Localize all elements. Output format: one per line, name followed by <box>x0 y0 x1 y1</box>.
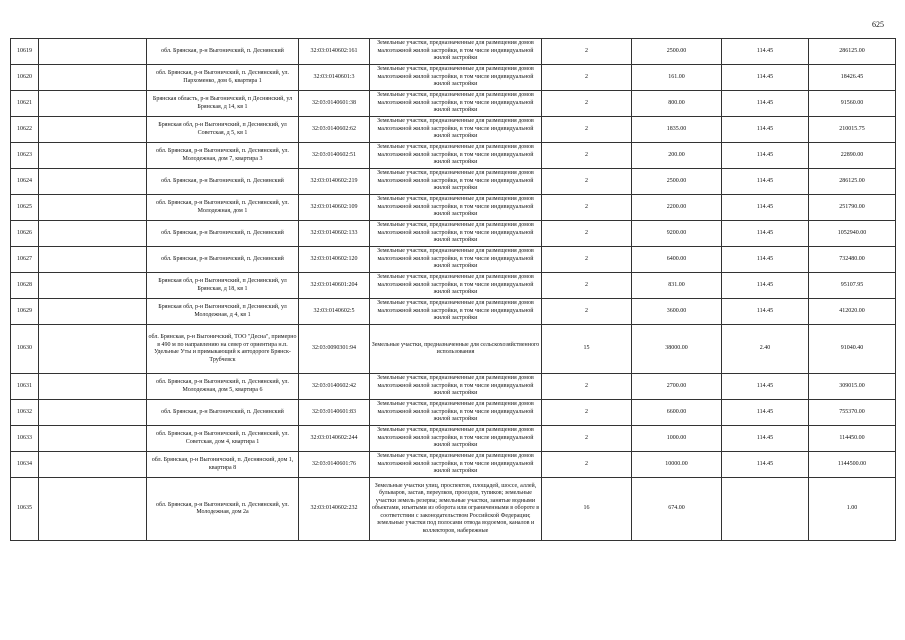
cadastral-number-cell: 32:03:0140602:42 <box>299 374 370 400</box>
row-number: 10619 <box>11 39 39 65</box>
address-cell: обл. Брянская, р-н Выгоничский, п. Деснянский, ул. Молодежная, дом 2а <box>147 478 299 541</box>
spacer-cell <box>39 195 147 221</box>
spacer-cell <box>39 117 147 143</box>
cadastral-number-cell: 32:03:0140602:133 <box>299 221 370 247</box>
rate-cell: 114.45 <box>722 39 809 65</box>
land-use-cell: Земельные участки, предназначенные для размещения домов малоэтажной жилой застройки, в том числе индивидуальной жилой застройки <box>370 247 542 273</box>
row-number: 10620 <box>11 65 39 91</box>
row-number: 10624 <box>11 169 39 195</box>
table-row <box>11 169 896 195</box>
group-cell: 16 <box>542 478 632 541</box>
rate-cell: 114.45 <box>722 91 809 117</box>
address-cell: Брянская обл, р-н Выгоничский, п Деснянский, ул Советская, д 5, кв 1 <box>147 117 299 143</box>
cadastral-number-cell: 32:03:0140602:219 <box>299 169 370 195</box>
address-cell: обл. Брянская, р-н Выгоничский, п. Деснянский <box>147 400 299 426</box>
address-cell: Брянская область, р-н Выгоничский, п Деснянский, ул Брянская, д 14, кв 1 <box>147 91 299 117</box>
address-cell: Брянская обл, р-н Выгоничский, п Деснянский, ул Молодежная, д 4, кв 1 <box>147 299 299 325</box>
cadastral-value-cell: 251790.00 <box>809 195 896 221</box>
row-number: 10628 <box>11 273 39 299</box>
area-cell: 6400.00 <box>632 247 722 273</box>
group-cell: 2 <box>542 117 632 143</box>
cadastral-value-cell: 732480.00 <box>809 247 896 273</box>
spacer-cell <box>39 221 147 247</box>
cadastral-value-cell: 22890.00 <box>809 143 896 169</box>
row-number: 10630 <box>11 325 39 374</box>
group-cell: 2 <box>542 452 632 478</box>
land-use-cell: Земельные участки, предназначенные для размещения домов малоэтажной жилой застройки, в том числе индивидуальной жилой застройки <box>370 400 542 426</box>
table-row <box>11 426 896 452</box>
row-number: 10622 <box>11 117 39 143</box>
row-number: 10631 <box>11 374 39 400</box>
cadastral-value-cell: 95107.95 <box>809 273 896 299</box>
group-cell: 2 <box>542 400 632 426</box>
cadastral-number-cell: 32:03:0090301:94 <box>299 325 370 374</box>
address-cell: обл. Брянская, р-н Выгоничский, п. Деснянский, дом 1, квартира 8 <box>147 452 299 478</box>
rate-cell <box>722 478 809 541</box>
cadastral-number-cell: 32:03:0140601:204 <box>299 273 370 299</box>
row-number: 10625 <box>11 195 39 221</box>
land-use-cell: Земельные участки, предназначенные для размещения домов малоэтажной жилой застройки, в том числе индивидуальной жилой застройки <box>370 91 542 117</box>
land-use-cell: Земельные участки, предназначенные для размещения домов малоэтажной жилой застройки, в том числе индивидуальной жилой застройки <box>370 195 542 221</box>
spacer-cell <box>39 400 147 426</box>
row-number: 10633 <box>11 426 39 452</box>
cadastral-value-cell: 755370.00 <box>809 400 896 426</box>
rate-cell: 114.45 <box>722 452 809 478</box>
group-cell: 2 <box>542 169 632 195</box>
row-number: 10632 <box>11 400 39 426</box>
row-number: 10627 <box>11 247 39 273</box>
spacer-cell <box>39 325 147 374</box>
land-use-cell: Земельные участки, предназначенные для сельскохозяйственного использования <box>370 325 542 374</box>
cadastral-number-cell: 32:03:0140601:83 <box>299 400 370 426</box>
table-row <box>11 273 896 299</box>
cadastral-value-table <box>10 38 896 541</box>
land-use-cell: Земельные участки, предназначенные для размещения домов малоэтажной жилой застройки, в том числе индивидуальной жилой застройки <box>370 452 542 478</box>
cadastral-number-cell: 32:03:0140602:109 <box>299 195 370 221</box>
row-number: 10626 <box>11 221 39 247</box>
table-row <box>11 299 896 325</box>
address-cell: обл. Брянская, р-н Выгоничский, п. Деснянский <box>147 169 299 195</box>
area-cell: 2700.00 <box>632 374 722 400</box>
rate-cell: 114.45 <box>722 426 809 452</box>
cadastral-value-cell: 18426.45 <box>809 65 896 91</box>
spacer-cell <box>39 452 147 478</box>
group-cell: 2 <box>542 65 632 91</box>
table-row <box>11 452 896 478</box>
area-cell: 38000.00 <box>632 325 722 374</box>
address-cell: обл. Брянская, р-н Выгоничский, ТОО "Десна", примерно в 490 м по направлению на север от ориентира н.п. Удельные Уты и примыкающий к автодороге Брянск-Трубчевск <box>147 325 299 374</box>
spacer-cell <box>39 143 147 169</box>
group-cell: 2 <box>542 195 632 221</box>
cadastral-number-cell: 32:03:0140602:161 <box>299 39 370 65</box>
area-cell: 3600.00 <box>632 299 722 325</box>
rate-cell: 114.45 <box>722 247 809 273</box>
rate-cell: 114.45 <box>722 299 809 325</box>
cadastral-number-cell: 32:03:0140602:62 <box>299 117 370 143</box>
land-use-cell: Земельные участки, предназначенные для размещения домов малоэтажной жилой застройки, в том числе индивидуальной жилой застройки <box>370 221 542 247</box>
land-use-cell: Земельные участки, предназначенные для размещения домов малоэтажной жилой застройки, в том числе индивидуальной жилой застройки <box>370 39 542 65</box>
rate-cell: 114.45 <box>722 221 809 247</box>
group-cell: 2 <box>542 247 632 273</box>
page-number: 625 <box>872 20 884 29</box>
group-cell: 2 <box>542 39 632 65</box>
cadastral-value-cell: 91040.40 <box>809 325 896 374</box>
address-cell: обл. Брянская, р-н Выгоничский, п. Деснянский, ул. Молодежная, дом 5, квартира 6 <box>147 374 299 400</box>
cadastral-number-cell: 32:03:0140601:38 <box>299 91 370 117</box>
area-cell: 6600.00 <box>632 400 722 426</box>
row-number: 10635 <box>11 478 39 541</box>
address-cell: обл. Брянская, р-н Выгоничский, п. Деснянский, ул. Советская, дом 4, квартира 1 <box>147 426 299 452</box>
table-row <box>11 65 896 91</box>
group-cell: 2 <box>542 91 632 117</box>
table-row <box>11 195 896 221</box>
area-cell: 2200.00 <box>632 195 722 221</box>
cadastral-value-cell: 1144500.00 <box>809 452 896 478</box>
area-cell: 10000.00 <box>632 452 722 478</box>
address-cell: обл. Брянская, р-н Выгоничский, п. Деснянский <box>147 221 299 247</box>
area-cell: 1835.00 <box>632 117 722 143</box>
area-cell: 9200.00 <box>632 221 722 247</box>
cadastral-number-cell: 32:03:0140602:51 <box>299 143 370 169</box>
cadastral-value-cell: 1.00 <box>809 478 896 541</box>
land-use-cell: Земельные участки, предназначенные для размещения домов малоэтажной жилой застройки, в том числе индивидуальной жилой застройки <box>370 299 542 325</box>
rate-cell: 114.45 <box>722 374 809 400</box>
table-row <box>11 478 896 541</box>
spacer-cell <box>39 273 147 299</box>
rate-cell: 114.45 <box>722 169 809 195</box>
spacer-cell <box>39 169 147 195</box>
area-cell: 2500.00 <box>632 169 722 195</box>
rate-cell: 114.45 <box>722 117 809 143</box>
spacer-cell <box>39 39 147 65</box>
table-row <box>11 39 896 65</box>
land-use-cell: Земельные участки улиц, проспектов, площадей, шоссе, аллей, бульваров, застав, переулков, проездов, тупиков; земельные участки земель резерва; земельные участки, занятые водными объектами, изъятыми из оборота или ограниченными в обороте в соответствии с законодательством Российской Федерации; земельные участки под полосами отвода водоемов, каналов и коллекторов, набережные <box>370 478 542 541</box>
area-cell: 800.00 <box>632 91 722 117</box>
land-use-cell: Земельные участки, предназначенные для размещения домов малоэтажной жилой застройки, в том числе индивидуальной жилой застройки <box>370 65 542 91</box>
address-cell: обл. Брянская, р-н Выгоничский, п. Деснянский, ул. Молодежная, дом 7, квартира 3 <box>147 143 299 169</box>
cadastral-value-cell: 114450.00 <box>809 426 896 452</box>
cadastral-value-cell: 210015.75 <box>809 117 896 143</box>
address-cell: обл. Брянская, р-н Выгоничский, п. Деснянский, ул. Молодежная, дом 1 <box>147 195 299 221</box>
spacer-cell <box>39 247 147 273</box>
rate-cell: 114.45 <box>722 65 809 91</box>
land-use-cell: Земельные участки, предназначенные для размещения домов малоэтажной жилой застройки, в том числе индивидуальной жилой застройки <box>370 273 542 299</box>
table-row <box>11 143 896 169</box>
spacer-cell <box>39 299 147 325</box>
group-cell: 2 <box>542 374 632 400</box>
table-row <box>11 325 896 374</box>
row-number: 10629 <box>11 299 39 325</box>
cadastral-value-cell: 1052940.00 <box>809 221 896 247</box>
address-cell: обл. Брянская, р-н Выгоничский, п. Деснянский, ул. Пархоменко, дом 6, квартира 1 <box>147 65 299 91</box>
group-cell: 15 <box>542 325 632 374</box>
table-row <box>11 374 896 400</box>
group-cell: 2 <box>542 143 632 169</box>
address-cell: обл. Брянская, р-н Выгоничский, п. Деснянский <box>147 39 299 65</box>
cadastral-number-cell: 32:03:0140602:120 <box>299 247 370 273</box>
group-cell: 2 <box>542 221 632 247</box>
area-cell: 1000.00 <box>632 426 722 452</box>
spacer-cell <box>39 374 147 400</box>
table-row <box>11 221 896 247</box>
group-cell: 2 <box>542 426 632 452</box>
cadastral-value-cell: 286125.00 <box>809 39 896 65</box>
cadastral-number-cell: 32:03:0140601:76 <box>299 452 370 478</box>
spacer-cell <box>39 478 147 541</box>
area-cell: 161.00 <box>632 65 722 91</box>
rate-cell: 2.40 <box>722 325 809 374</box>
area-cell: 674.00 <box>632 478 722 541</box>
spacer-cell <box>39 91 147 117</box>
row-number: 10634 <box>11 452 39 478</box>
area-cell: 2500.00 <box>632 39 722 65</box>
cadastral-number-cell: 32:03:0140602:5 <box>299 299 370 325</box>
rate-cell: 114.45 <box>722 195 809 221</box>
address-cell: обл. Брянская, р-н Выгоничский, п. Деснянский <box>147 247 299 273</box>
cadastral-value-cell: 286125.00 <box>809 169 896 195</box>
spacer-cell <box>39 65 147 91</box>
spacer-cell <box>39 426 147 452</box>
cadastral-number-cell: 32:03:0140602:232 <box>299 478 370 541</box>
rate-cell: 114.45 <box>722 400 809 426</box>
group-cell: 2 <box>542 273 632 299</box>
cadastral-value-cell: 412020.00 <box>809 299 896 325</box>
table-row <box>11 117 896 143</box>
land-use-cell: Земельные участки, предназначенные для размещения домов малоэтажной жилой застройки, в том числе индивидуальной жилой застройки <box>370 143 542 169</box>
cadastral-value-cell: 91560.00 <box>809 91 896 117</box>
cadastral-value-cell: 309015.00 <box>809 374 896 400</box>
rate-cell: 114.45 <box>722 273 809 299</box>
cadastral-number-cell: 32:03:0140601:3 <box>299 65 370 91</box>
land-use-cell: Земельные участки, предназначенные для размещения домов малоэтажной жилой застройки, в том числе индивидуальной жилой застройки <box>370 117 542 143</box>
row-number: 10623 <box>11 143 39 169</box>
land-use-cell: Земельные участки, предназначенные для размещения домов малоэтажной жилой застройки, в том числе индивидуальной жилой застройки <box>370 169 542 195</box>
land-use-cell: Земельные участки, предназначенные для размещения домов малоэтажной жилой застройки, в том числе индивидуальной жилой застройки <box>370 426 542 452</box>
group-cell: 2 <box>542 299 632 325</box>
address-cell: Брянская обл, р-н Выгоничский, п Деснянский, ул Брянская, д 18, кв 1 <box>147 273 299 299</box>
table-row <box>11 91 896 117</box>
area-cell: 200.00 <box>632 143 722 169</box>
table-row <box>11 400 896 426</box>
area-cell: 831.00 <box>632 273 722 299</box>
cadastral-number-cell: 32:03:0140602:244 <box>299 426 370 452</box>
row-number: 10621 <box>11 91 39 117</box>
rate-cell: 114.45 <box>722 143 809 169</box>
table-row <box>11 247 896 273</box>
land-use-cell: Земельные участки, предназначенные для размещения домов малоэтажной жилой застройки, в том числе индивидуальной жилой застройки <box>370 374 542 400</box>
